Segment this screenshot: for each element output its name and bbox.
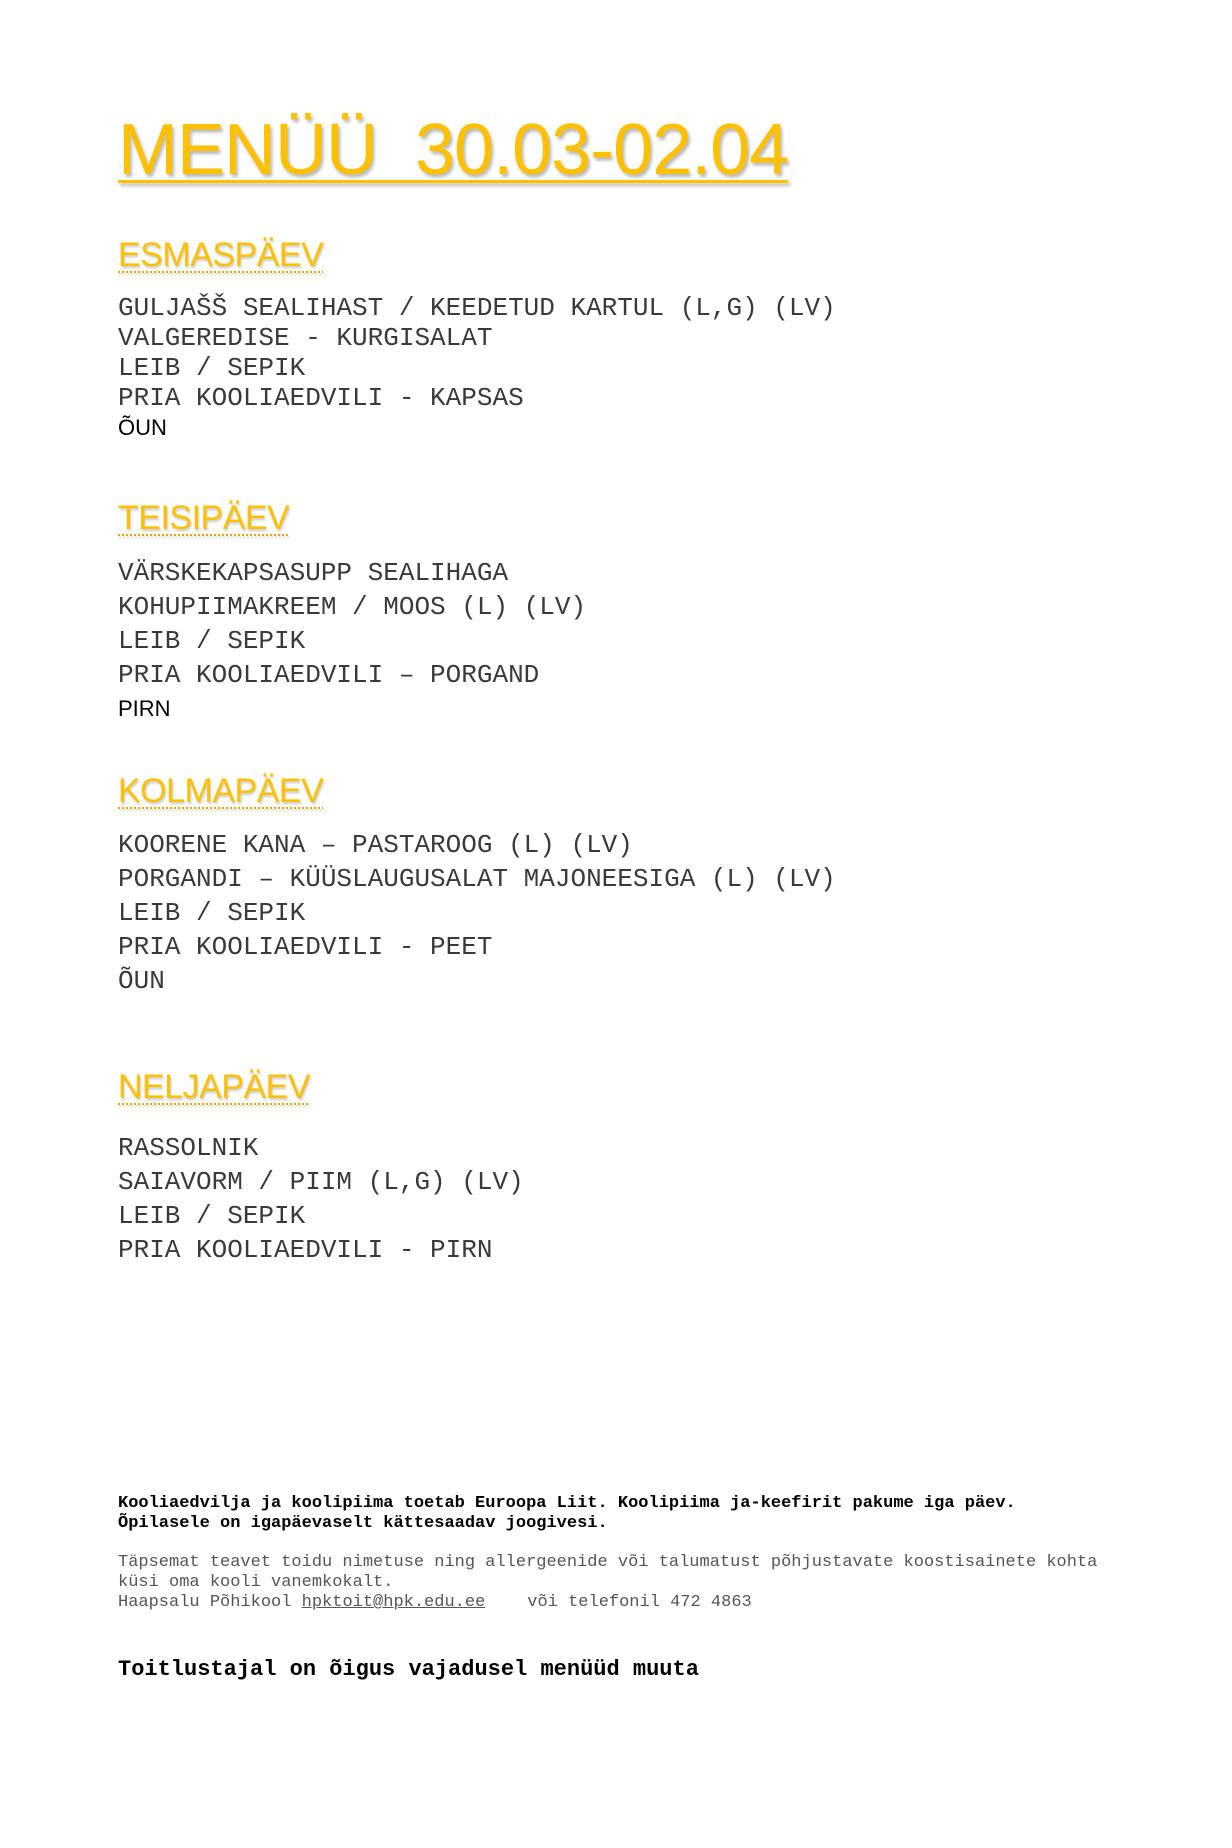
email-link[interactable]: hpktoit@hpk.edu.ee bbox=[301, 1593, 486, 1612]
menu-list-wednesday bbox=[118, 828, 836, 998]
menu-item: VÄRSKEKAPSASUPP SEALIHAGA bbox=[118, 558, 509, 588]
menu-item: LEIB / SEPIK bbox=[118, 1201, 306, 1231]
menu-item: VALGEREDISE - KURGISALAT bbox=[118, 323, 493, 353]
menu-item: PIRN bbox=[118, 696, 171, 721]
menu-item: KOORENE KANA – PASTAROOG (L) (LV) bbox=[118, 830, 633, 860]
menu-item: SAIAVORM / PIIM (L,G) (LV) bbox=[118, 1167, 524, 1197]
allergen-info-line: Täpsemat teavet toidu nimetuse ning allergeenide või talumatust põhjustavate koostisainete kohta bbox=[118, 1553, 1098, 1572]
menu-item: GULJAŠŠ SEALIHAST / KEEDETUD KARTUL (L,G) (LV) bbox=[118, 293, 836, 323]
menu-item: KOHUPIIMAKREEM / MOOS (L) (LV) bbox=[118, 592, 587, 622]
menu-item: LEIB / SEPIK bbox=[118, 626, 306, 656]
day-heading-wednesday: KOLMAPÄEV bbox=[118, 772, 324, 810]
menu-item: PRIA KOOLIAEDVILI - PEET bbox=[118, 932, 493, 962]
eu-support-note bbox=[118, 1494, 1016, 1534]
day-heading-thursday: NELJAPÄEV bbox=[118, 1068, 311, 1106]
allergen-info bbox=[118, 1553, 1097, 1613]
menu-item: ÕUN bbox=[118, 415, 167, 440]
menu-item: PORGANDI – KÜÜSLAUGUSALAT MAJONEESIGA (L) (LV) bbox=[118, 864, 836, 894]
day-heading-tuesday: TEISIPÄEV bbox=[118, 499, 290, 537]
water-note-line: Õpilasele on igapäevaselt kättesaadav joogivesi. bbox=[118, 1514, 608, 1533]
menu-item: PRIA KOOLIAEDVILI - PIRN bbox=[118, 1235, 493, 1265]
phone-text: või telefonil 472 4863 bbox=[527, 1593, 752, 1612]
menu-item: PRIA KOOLIAEDVILI - KAPSAS bbox=[118, 383, 524, 413]
menu-item: RASSOLNIK bbox=[118, 1133, 259, 1163]
menu-item: PRIA KOOLIAEDVILI – PORGAND bbox=[118, 660, 540, 690]
page-title: MENÜÜ 30.03-02.04 bbox=[118, 110, 789, 190]
day-heading-monday: ESMASPÄEV bbox=[118, 236, 324, 274]
menu-list-thursday bbox=[118, 1131, 524, 1267]
menu-list-monday bbox=[118, 293, 836, 443]
menu-item: LEIB / SEPIK bbox=[118, 898, 306, 928]
school-name: Haapsalu Põhikool bbox=[118, 1593, 302, 1612]
eu-support-line: Kooliaedvilja ja koolipiima toetab Euroopa Liit. Koolipiima ja-keefirit pakume iga päev. bbox=[118, 1494, 1016, 1513]
menu-change-note: Toitlustajal on õigus vajadusel menüüd muuta bbox=[118, 1657, 699, 1682]
menu-item: ÕUN bbox=[118, 966, 165, 996]
contact-line bbox=[118, 1593, 1097, 1613]
menu-item: LEIB / SEPIK bbox=[118, 353, 306, 383]
menu-list-tuesday bbox=[118, 556, 586, 726]
allergen-info-line: küsi oma kooli vanemkokalt. bbox=[118, 1573, 394, 1592]
